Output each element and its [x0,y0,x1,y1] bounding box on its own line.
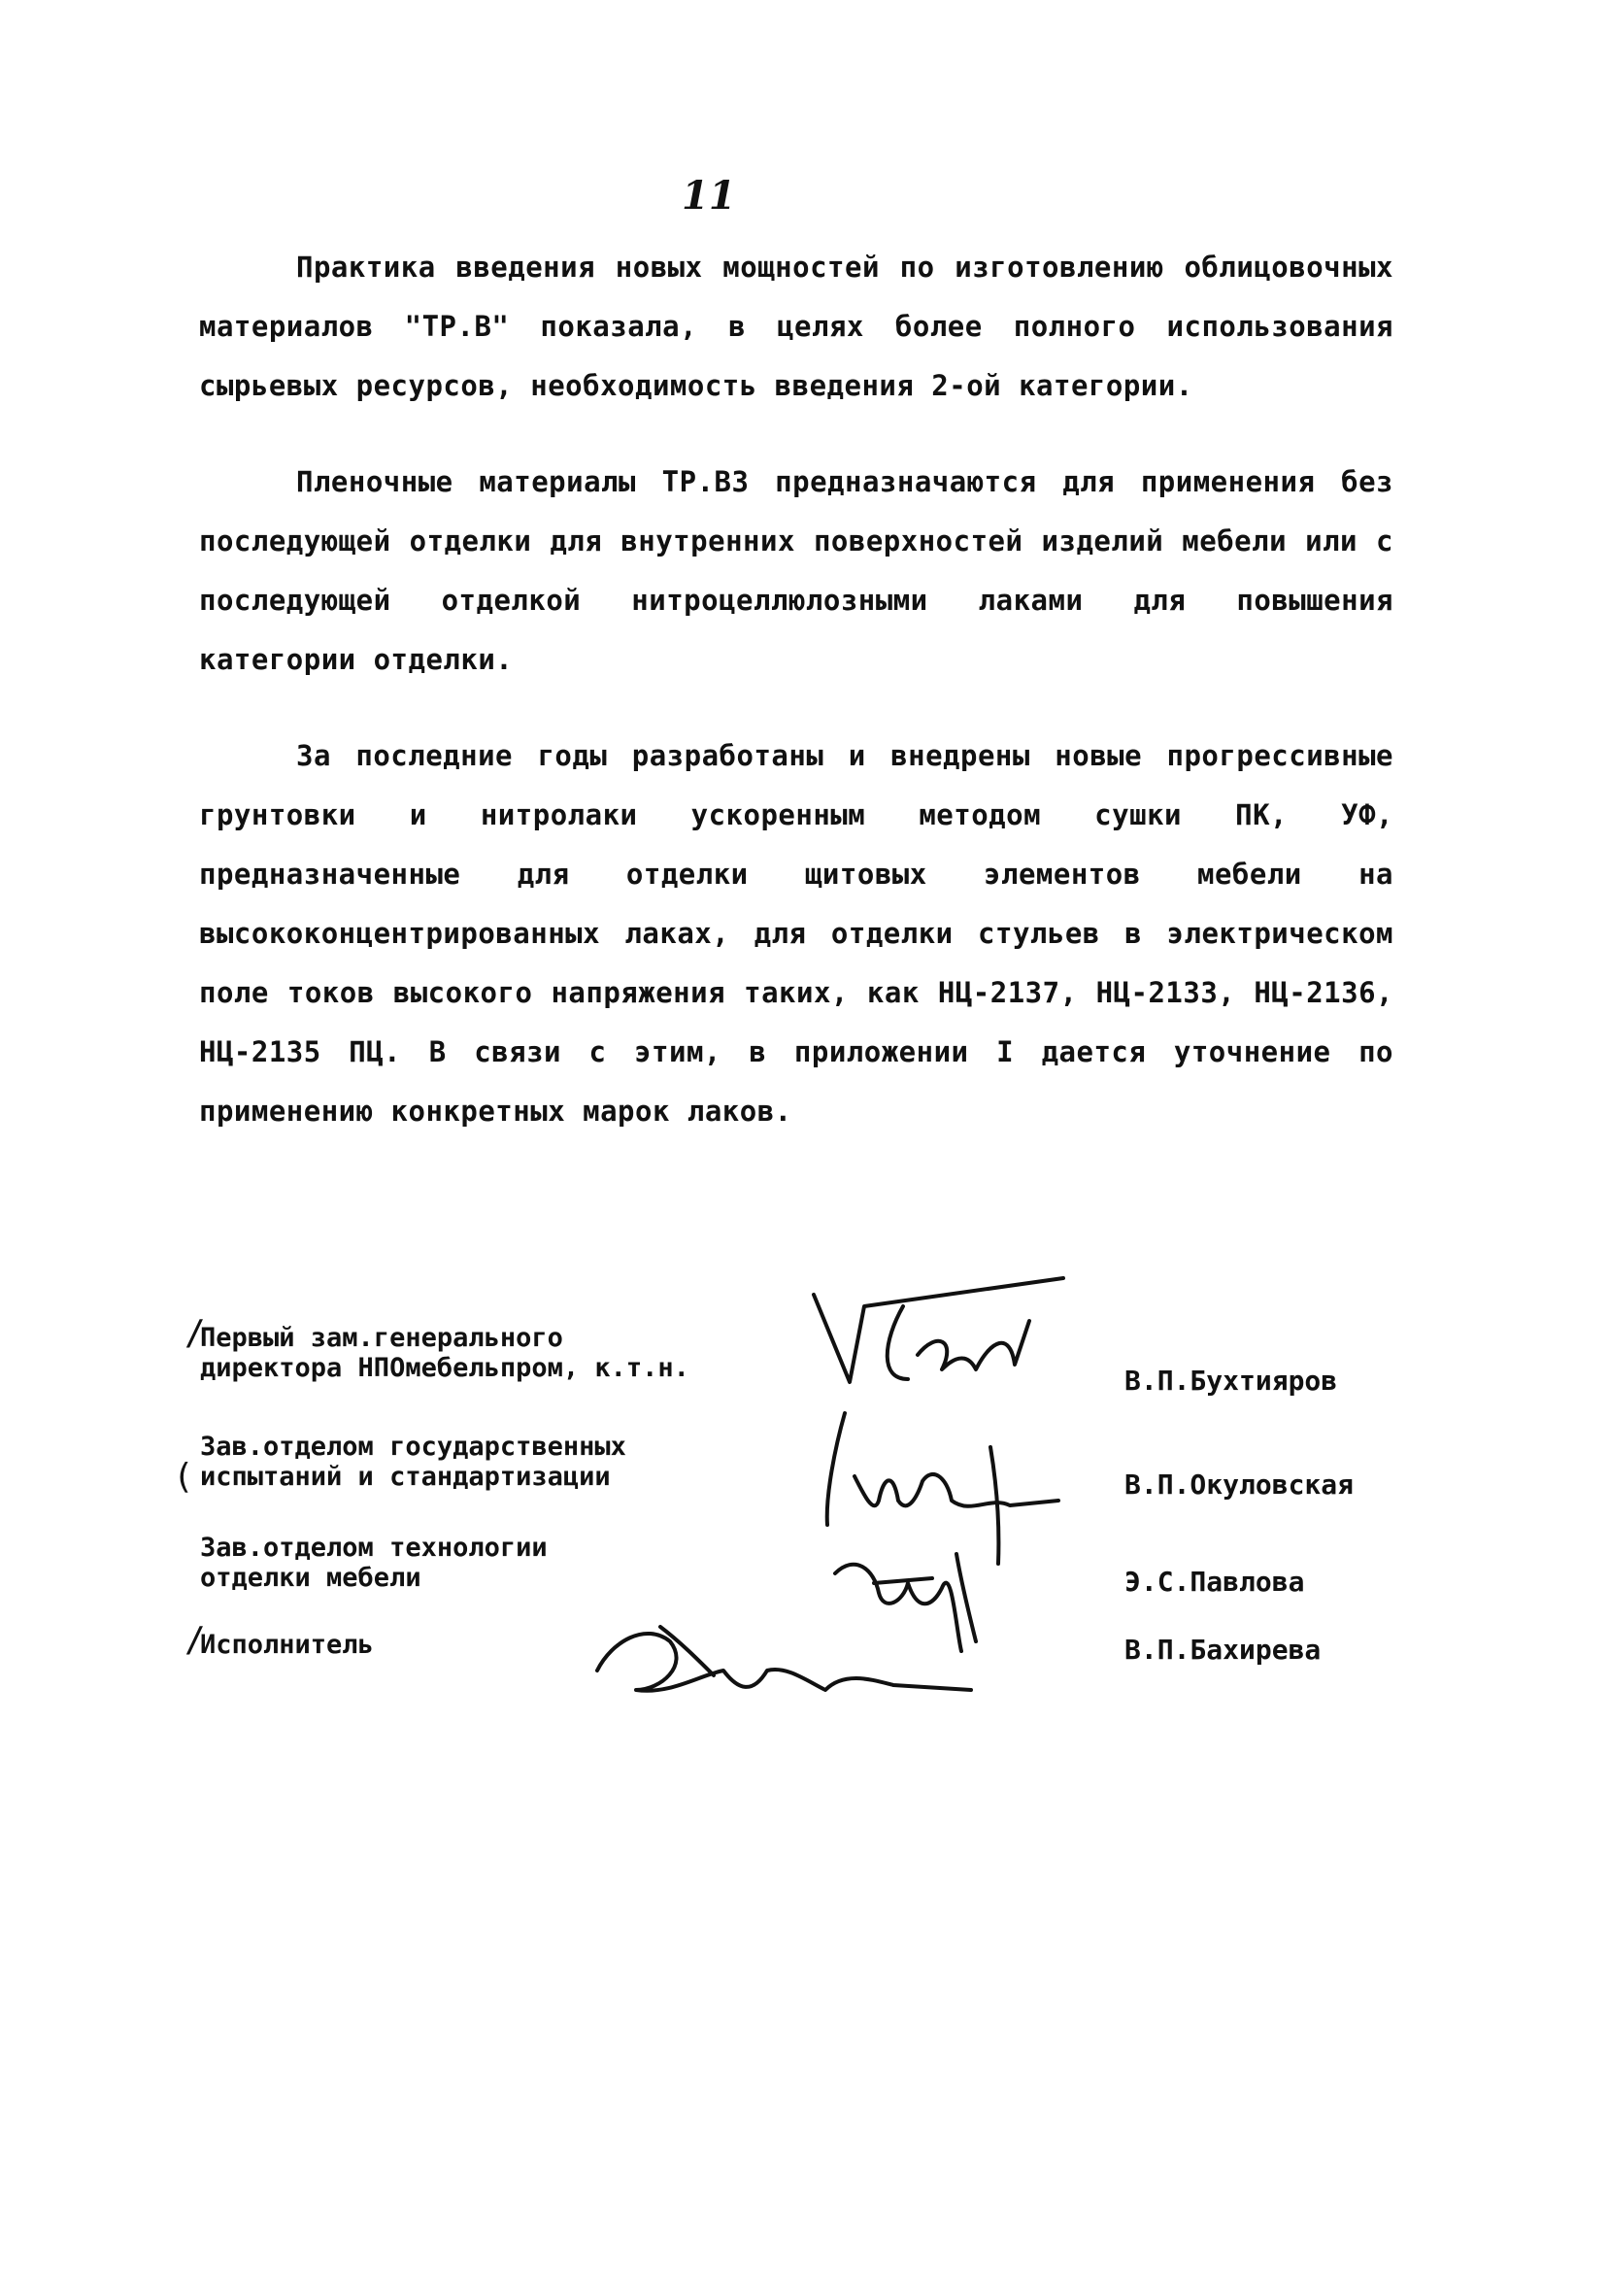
signatory-title-line: Исполнитель [200,1630,374,1660]
signatory-title-line: Зав.отделом технологии [200,1533,548,1563]
signature-stroke [990,1447,998,1564]
paragraph-2: Пленочные материалы ТР.ВЗ предназначаются для применения без последующей отделки для внутренних поверхностей изделий мебели или с последующей отделкой нитроцеллюлозными лаками для повышения категории отделки. [199,465,1393,676]
signature-stroke [827,1413,845,1525]
margin-slash-mark: / [184,1313,206,1353]
signatory-title-line: испытаний и стандартизации [200,1462,611,1492]
signatory-title-line: директора НПОмебельпром, к.т.н. [200,1353,689,1383]
signatory-title-line: Зав.отделом государственных [200,1432,626,1462]
signatory-name: В.П.Окуловская [1124,1469,1355,1501]
signature-stroke [597,1634,971,1691]
signature-stroke [918,1321,1029,1369]
page-number: 11 [682,173,736,219]
signatory-name: В.П.Бахирева [1124,1634,1322,1666]
signatory-title-line: Первый зам.генерального [200,1323,563,1353]
margin-bracket-mark: ( [173,1457,194,1497]
signature-stroke [874,1554,976,1641]
signatory-name: В.П.Бухтияров [1124,1365,1338,1397]
signatory-name: Э.С.Павлова [1124,1566,1305,1598]
signature-stroke [835,1565,961,1651]
paragraph-3: За последние годы разработаны и внедрены новые прогрессивные грунтовки и нитролаки ускоренным методом сушки ПК, УФ, предназначенные для отделки щитовых элементов мебели на высококонцентрированных лаках, для отделки стульев в электрическом поле токов высокого напряжения таких, как НЦ-2137, НЦ-2133, НЦ-2136, НЦ-2135 ПЦ. В связи с этим, в приложении I дается уточнение по применению конкретных марок лаков. [199,739,1393,1128]
signature-stroke [660,1627,714,1675]
signatory-title-line: отделки мебели [200,1563,421,1593]
paragraph-1: Практика введения новых мощностей по изготовлению облицовочных материалов "ТР.В" показала, в целях более полного использования сырьевых ресурсов, необходимость введения 2-ой категории. [199,251,1393,402]
signature-stroke [855,1474,1058,1506]
margin-slash-mark: / [184,1620,206,1660]
signature-stroke [888,1306,908,1379]
